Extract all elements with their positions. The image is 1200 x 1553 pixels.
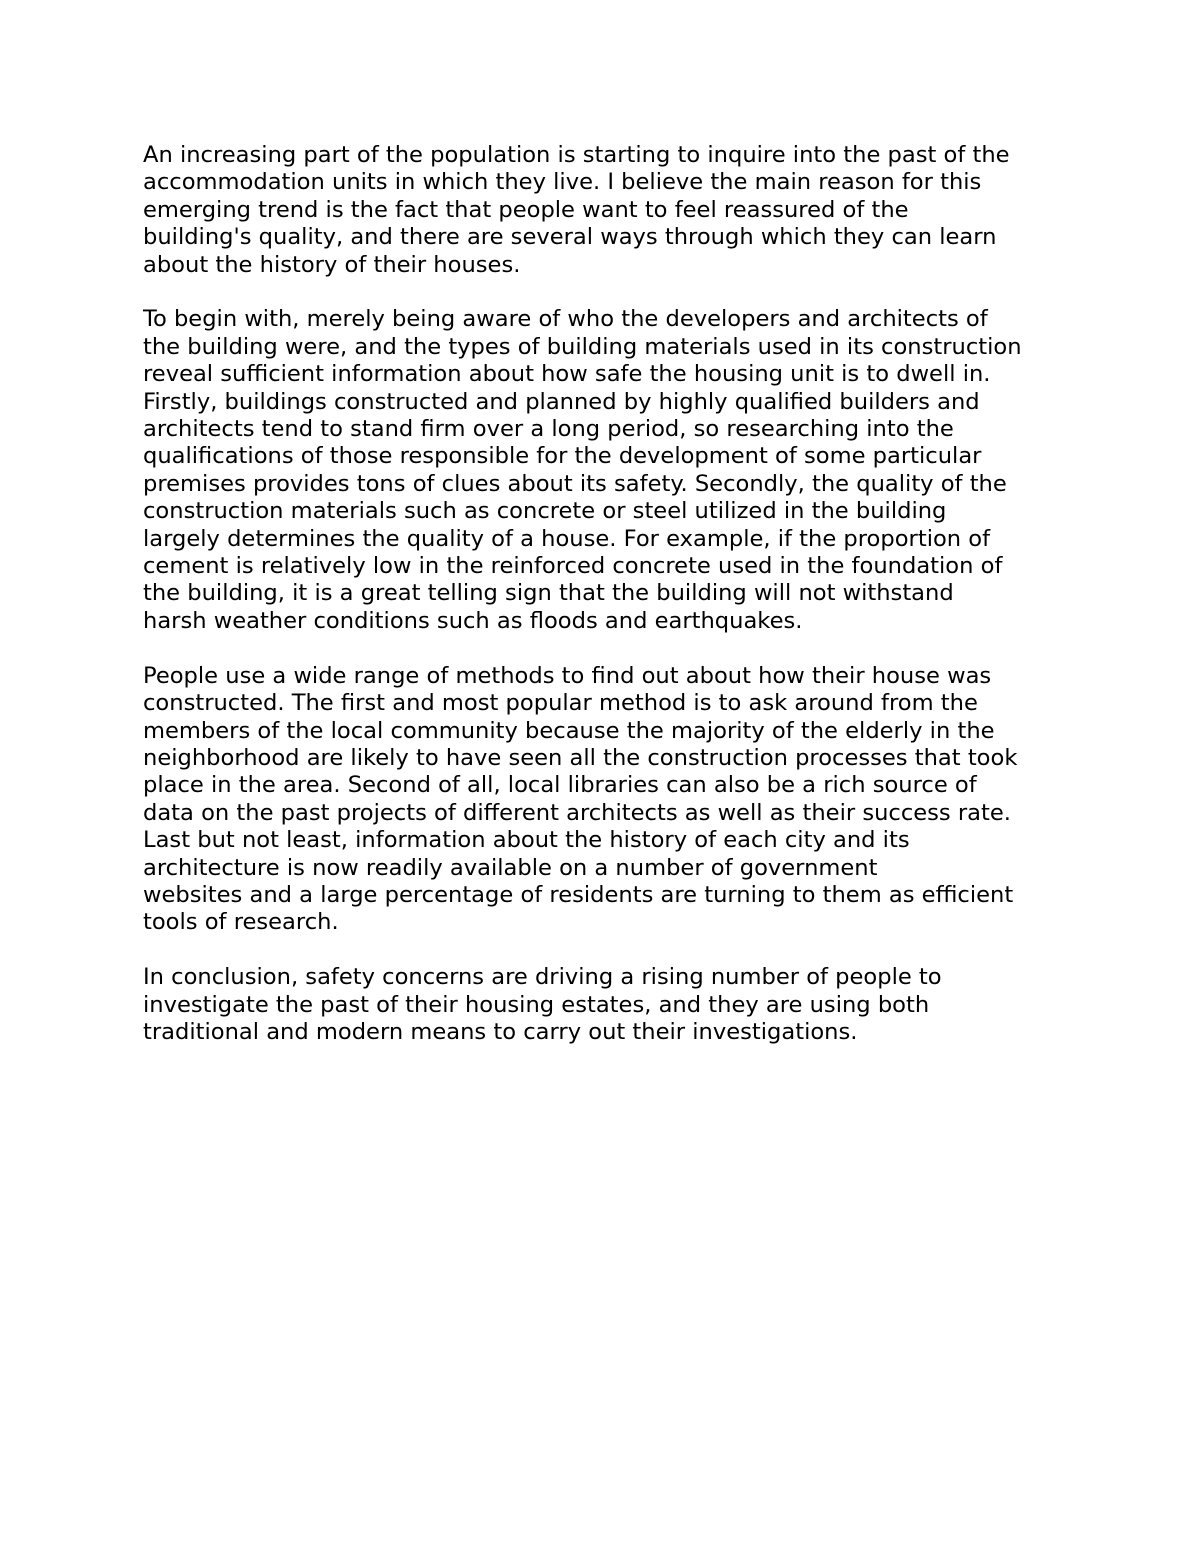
text-line: investigate the past of their housing estates, and they are using both — [143, 991, 930, 1018]
paragraph-body-2 — [143, 663, 1093, 937]
text-line: members of the local community because the majority of the elderly in the — [143, 717, 995, 744]
text-line: constructed. The first and most popular method is to ask around from the — [143, 690, 978, 717]
text-line: premises provides tons of clues about its safety. Secondly, the quality of the — [143, 470, 1007, 497]
text-line: place in the area. Second of all, local libraries can also be a rich source of — [143, 772, 977, 799]
text-line: the building, it is a great telling sign that the building will not withstand — [143, 580, 954, 607]
text-line: In conclusion, safety concerns are driving a rising number of people to — [143, 964, 942, 991]
text-line: To begin with, merely being aware of who the developers and architects of — [143, 306, 988, 333]
text-line: architects tend to stand firm over a long period, so researching into the — [143, 416, 954, 443]
text-line: building's quality, and there are several ways through which they can learn — [143, 224, 997, 251]
paragraph-introduction — [143, 142, 1093, 279]
text-line: People use a wide range of methods to find out about how their house was — [143, 662, 992, 689]
paragraph-body-1 — [143, 306, 1093, 635]
text-line: accommodation units in which they live. I believe the main reason for this — [143, 169, 982, 196]
document-body — [143, 142, 1093, 1074]
text-line: architecture is now readily available on a number of government — [143, 854, 878, 881]
text-line: Last but not least, information about the history of each city and its — [143, 827, 910, 854]
text-line: tools of research. — [143, 909, 339, 936]
text-line: neighborhood are likely to have seen all the construction processes that took — [143, 744, 1018, 771]
text-line: largely determines the quality of a house. For example, if the proportion of — [143, 525, 991, 552]
text-line: cement is relatively low in the reinforced concrete used in the foundation of — [143, 553, 1003, 580]
text-line: about the history of their houses. — [143, 251, 521, 278]
text-line: data on the past projects of different architects as well as their success rate. — [143, 799, 1011, 826]
text-line: traditional and modern means to carry out their investigations. — [143, 1018, 858, 1045]
text-line: Firstly, buildings constructed and planned by highly qualified builders and — [143, 388, 980, 415]
text-line: harsh weather conditions such as floods and earthquakes. — [143, 607, 803, 634]
paragraph-conclusion — [143, 964, 1093, 1046]
text-line: the building were, and the types of building materials used in its construction — [143, 333, 1022, 360]
text-line: reveal sufficient information about how safe the housing unit is to dwell in. — [143, 361, 991, 388]
text-line: construction materials such as concrete or steel utilized in the building — [143, 498, 947, 525]
text-line: qualifications of those responsible for the development of some particular — [143, 443, 982, 470]
text-line: websites and a large percentage of residents are turning to them as efficient — [143, 881, 1014, 908]
text-line: An increasing part of the population is starting to inquire into the past of the — [143, 142, 1010, 168]
text-line: emerging trend is the fact that people want to feel reassured of the — [143, 196, 909, 223]
